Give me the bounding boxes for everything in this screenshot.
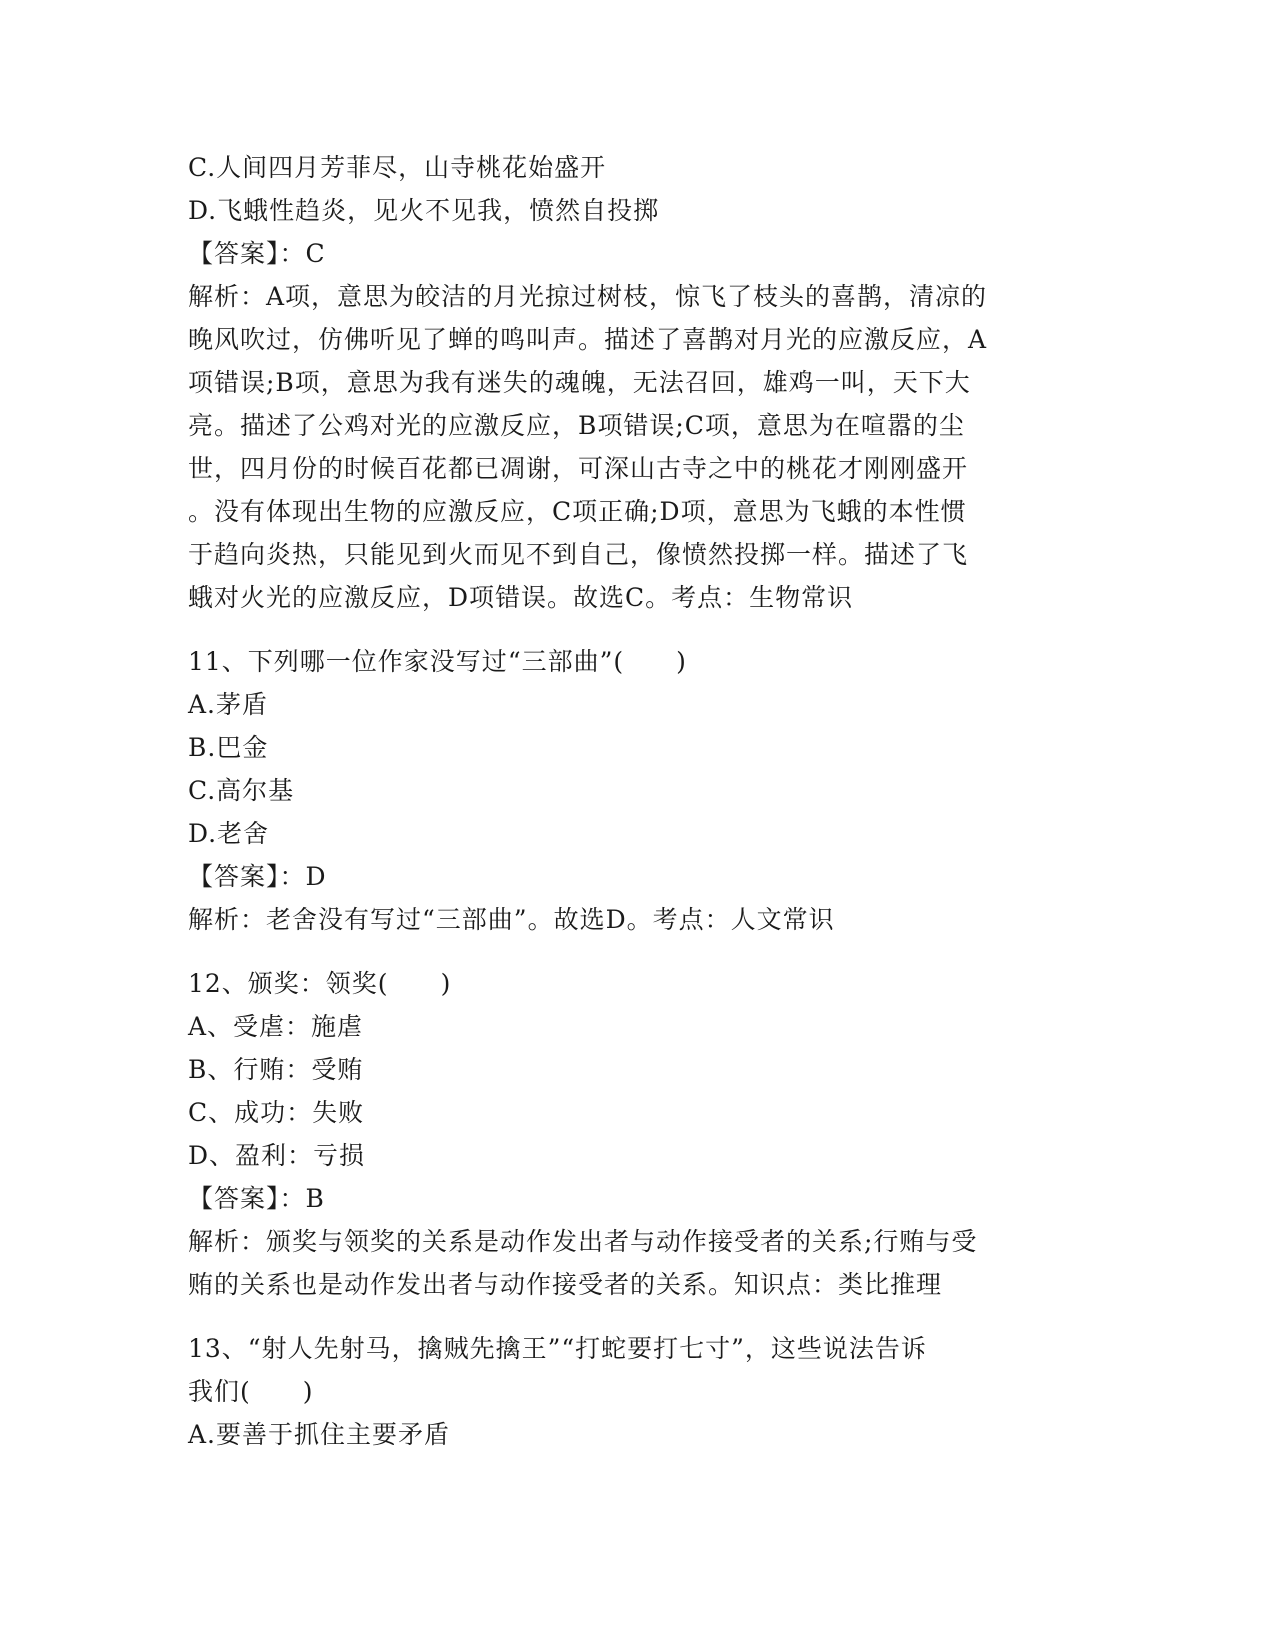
q12-option-a: A、受虐：施虐 bbox=[188, 1012, 364, 1041]
spacer bbox=[188, 941, 1078, 962]
q10-analysis-line: 。没有体现出生物的应激反应，C项正确;D项，意思为飞蛾的本性惯 bbox=[188, 497, 967, 526]
q10-analysis-line: 亮。描述了公鸡对光的应激反应，B项错误;C项，意思为在喧嚣的尘 bbox=[188, 411, 965, 440]
q11-option-a: A.茅盾 bbox=[188, 690, 269, 719]
q10-analysis bbox=[188, 275, 1078, 619]
q11-option-b: B.巴金 bbox=[188, 733, 269, 762]
q11-option-d: D.老舍 bbox=[188, 819, 270, 848]
q13-stem-line: 我们( ) bbox=[188, 1377, 314, 1406]
q11-answer: 【答案】：D bbox=[188, 862, 327, 891]
q12-analysis-line: 解析：颁奖与领奖的关系是动作发出者与动作接受者的关系;行贿与受 bbox=[188, 1227, 978, 1256]
q10-answer: 【答案】：C bbox=[188, 239, 326, 268]
q10-analysis-line: 晚风吹过，仿佛听见了蝉的鸣叫声。描述了喜鹊对月光的应激反应，A bbox=[188, 325, 988, 354]
spacer bbox=[188, 619, 1078, 640]
q12-option-d: D、盈利：亏损 bbox=[188, 1141, 366, 1170]
q10-option-d: D.飞蛾性趋炎，见火不见我，愤然自投掷 bbox=[188, 196, 660, 225]
q11-analysis: 解析：老舍没有写过“三部曲”。故选D。考点：人文常识 bbox=[188, 905, 835, 934]
q10-analysis-line: 蛾对火光的应激反应，D项错误。故选C。考点：生物常识 bbox=[188, 583, 854, 612]
q11-stem: 11、下列哪一位作家没写过“三部曲”( ) bbox=[188, 647, 687, 676]
q10-analysis-line: 项错误;B项，意思为我有迷失的魂魄，无法召回，雄鸡一叫，天下大 bbox=[188, 368, 971, 397]
q13-stem bbox=[188, 1327, 1078, 1413]
spacer bbox=[188, 1306, 1078, 1327]
q12-analysis-line: 贿的关系也是动作发出者与动作接受者的关系。知识点：类比推理 bbox=[188, 1270, 943, 1299]
q10-analysis-line: 世，四月份的时候百花都已凋谢，可深山古寺之中的桃花才刚刚盛开 bbox=[188, 454, 969, 483]
document-content bbox=[188, 146, 1078, 1456]
q13-option-a: A.要善于抓住主要矛盾 bbox=[188, 1420, 451, 1449]
q13-stem-line: 13、“射人先射马，擒贼先擒王”“打蛇要打七寸”，这些说法告诉 bbox=[188, 1334, 927, 1363]
q10-analysis-line: 解析：A项，意思为皎洁的月光掠过树枝，惊飞了枝头的喜鹊，清凉的 bbox=[188, 282, 988, 311]
q12-option-b: B、行贿：受贿 bbox=[188, 1055, 364, 1084]
q12-option-c: C、成功：失败 bbox=[188, 1098, 365, 1127]
q10-analysis-line: 于趋向炎热，只能见到火而见不到自己，像愤然投掷一样。描述了飞 bbox=[188, 540, 969, 569]
q12-stem: 12、颁奖：领奖( ) bbox=[188, 969, 452, 998]
q10-option-c: C.人间四月芳菲尽，山寺桃花始盛开 bbox=[188, 153, 607, 182]
q12-analysis bbox=[188, 1220, 1078, 1306]
q11-option-c: C.高尔基 bbox=[188, 776, 295, 805]
q12-answer: 【答案】：B bbox=[188, 1184, 325, 1213]
